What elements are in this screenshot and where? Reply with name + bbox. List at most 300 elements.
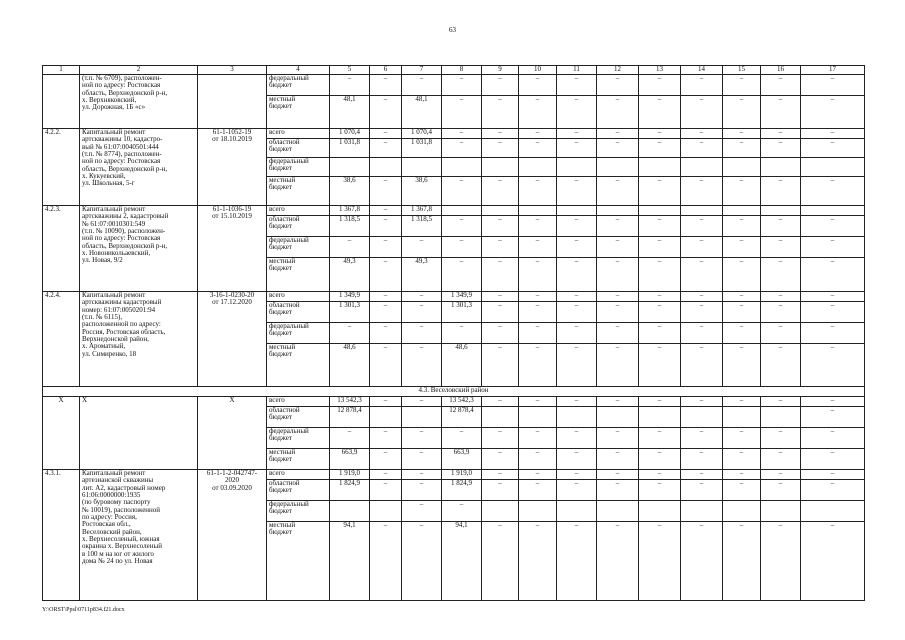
budget-type: областной бюджет <box>267 216 330 237</box>
table-cell: – <box>482 258 519 292</box>
table-cell: 1 824,9 <box>442 480 482 501</box>
table-cell: – <box>801 258 865 292</box>
table-cell: – <box>639 522 681 601</box>
table-cell: – <box>761 177 801 206</box>
table-cell: – <box>681 237 723 258</box>
table-cell: – <box>370 470 402 480</box>
table-cell: – <box>557 96 597 129</box>
item-description: Капитальный ремонт артезианской скважины лит. А2, кадастровый номер 61:06:0000000:1935 (по буровому паспорту № 10019), расположенной по адресу: Россия, Ростовская обл., Веселовский район, х. Верхнесоленый, южная окраина х. Верхнесоленый в 100 м на юг от жилого дома № 24 по ул. Новая <box>80 470 198 601</box>
table-cell <box>639 501 681 522</box>
table-cell: – <box>557 216 597 237</box>
table-cell <box>761 158 801 177</box>
table-cell: – <box>681 302 723 323</box>
section-row <box>43 387 865 397</box>
document-reference: 61-1-1036-19 от 15.10.2019 <box>198 206 267 292</box>
table-cell: 1 367,8 <box>330 206 370 216</box>
table-cell: – <box>723 449 761 470</box>
table-cell <box>557 206 597 216</box>
item-description: Капитальный ремонт артскважины кадастровый номер: 61:07:0050201:94 (т.п. № 6115), расположенной по адресу: Россия, Ростовская область, Верхнедонской район, х. Ароматный, ул. Симиренко, 18 <box>80 292 198 387</box>
table-cell: – <box>681 75 723 96</box>
column-header: 1 <box>43 66 80 75</box>
table-cell: 49,3 <box>330 258 370 292</box>
table-cell: – <box>639 470 681 480</box>
table-cell: – <box>761 344 801 387</box>
table-cell <box>801 206 865 216</box>
table-cell: – <box>801 428 865 449</box>
table-cell: – <box>801 302 865 323</box>
table-cell: – <box>723 344 761 387</box>
table-cell <box>681 206 723 216</box>
table-cell: – <box>482 129 519 139</box>
table-cell: – <box>681 470 723 480</box>
table-cell: – <box>761 302 801 323</box>
table-cell: 48,6 <box>442 344 482 387</box>
table-cell: – <box>761 75 801 96</box>
table-cell: – <box>402 237 442 258</box>
column-header: 3 <box>198 66 267 75</box>
table-row <box>43 129 865 139</box>
table-cell: – <box>370 237 402 258</box>
column-header: 15 <box>723 66 761 75</box>
table-cell <box>639 407 681 428</box>
table-cell: – <box>801 522 865 601</box>
table-cell: – <box>681 449 723 470</box>
section-title: 4.3. Веселовский район <box>43 387 865 397</box>
table-cell: – <box>557 129 597 139</box>
table-cell <box>330 158 370 177</box>
table-cell: – <box>330 75 370 96</box>
table-cell: 12 878,4 <box>330 407 370 428</box>
table-cell: 1 031,8 <box>330 139 370 158</box>
table-cell <box>761 206 801 216</box>
table-cell: – <box>639 237 681 258</box>
table-cell: – <box>681 428 723 449</box>
table-cell: – <box>482 480 519 501</box>
table-cell <box>681 158 723 177</box>
table-cell: – <box>681 139 723 158</box>
table-cell: 48,1 <box>402 96 442 129</box>
column-header: 17 <box>801 66 865 75</box>
document-reference: 61-1-1-2-042747- 2020 от 03.09.2020 <box>198 470 267 601</box>
table-cell: – <box>801 470 865 480</box>
budget-type: областной бюджет <box>267 302 330 323</box>
item-number: Х <box>43 397 80 470</box>
table-cell: – <box>370 96 402 129</box>
table-cell: – <box>681 397 723 407</box>
table-cell: – <box>761 480 801 501</box>
footer-file-path: Y:\ORST\Ppsl\0711p834.f21.docx <box>42 607 125 613</box>
header-row <box>43 66 865 75</box>
table-cell: – <box>681 323 723 344</box>
table-cell: – <box>402 292 442 302</box>
table-cell: – <box>639 75 681 96</box>
table-cell: – <box>557 302 597 323</box>
table-cell: – <box>519 75 557 96</box>
table-cell: – <box>519 302 557 323</box>
table-cell <box>519 158 557 177</box>
document-reference: 61-1-1052-19 от 18.10.2019 <box>198 129 267 206</box>
table-cell: – <box>557 139 597 158</box>
table-cell: 1 301,3 <box>442 302 482 323</box>
table-row <box>43 292 865 302</box>
table-cell: – <box>681 292 723 302</box>
table-cell: – <box>482 449 519 470</box>
table-cell <box>801 501 865 522</box>
table-cell: – <box>801 397 865 407</box>
table-cell: – <box>597 177 639 206</box>
table-cell <box>597 407 639 428</box>
table-cell: – <box>681 258 723 292</box>
table-cell: – <box>681 177 723 206</box>
column-header: 4 <box>267 66 330 75</box>
table-cell: – <box>402 428 442 449</box>
table-cell: 1 070,4 <box>330 129 370 139</box>
budget-type: федеральный бюджет <box>267 501 330 522</box>
table-cell: – <box>557 75 597 96</box>
table-cell: – <box>557 292 597 302</box>
table-cell: – <box>761 428 801 449</box>
table-cell: – <box>681 480 723 501</box>
table-cell: – <box>519 449 557 470</box>
table-cell: – <box>482 470 519 480</box>
table-cell: – <box>370 177 402 206</box>
table-cell: – <box>761 237 801 258</box>
item-number: 4.2.4. <box>43 292 80 387</box>
budget-type: местный бюджет <box>267 344 330 387</box>
table-cell: – <box>681 522 723 601</box>
table-cell: – <box>723 397 761 407</box>
table-cell: – <box>639 480 681 501</box>
table-cell: – <box>519 237 557 258</box>
table-cell: – <box>370 480 402 501</box>
table-cell: – <box>557 344 597 387</box>
table-cell <box>681 501 723 522</box>
table-cell: – <box>370 258 402 292</box>
table-cell: – <box>597 344 639 387</box>
table-cell: – <box>482 522 519 601</box>
table-cell: – <box>597 470 639 480</box>
table-cell: – <box>402 480 442 501</box>
table-cell: – <box>597 139 639 158</box>
table-cell: – <box>557 428 597 449</box>
table-cell: 1 318,5 <box>402 216 442 237</box>
table-cell: – <box>681 96 723 129</box>
table-cell: 94,1 <box>442 522 482 601</box>
table-cell: – <box>639 449 681 470</box>
column-header: 2 <box>80 66 198 75</box>
table-cell <box>597 206 639 216</box>
table-cell: – <box>442 501 482 522</box>
budget-type: всего <box>267 470 330 480</box>
table-cell: – <box>557 237 597 258</box>
table-cell <box>639 206 681 216</box>
table-cell: 1 318,5 <box>330 216 370 237</box>
table-cell: – <box>723 470 761 480</box>
column-header: 6 <box>370 66 402 75</box>
table-cell: 48,6 <box>330 344 370 387</box>
table-cell: – <box>519 258 557 292</box>
table-cell: 1 824,9 <box>330 480 370 501</box>
table-cell: – <box>801 177 865 206</box>
table-cell: – <box>557 177 597 206</box>
table-cell: – <box>482 302 519 323</box>
table-cell: – <box>639 139 681 158</box>
column-header: 16 <box>761 66 801 75</box>
item-description: (т.п. № 6709), расположен- ной по адресу: Ростовская область, Верхнедонской р-н, х. Верхняковский, ул. Дорожная, 1Б «с» <box>80 75 198 129</box>
table-cell: – <box>639 428 681 449</box>
table-cell: – <box>370 397 402 407</box>
table-cell <box>557 501 597 522</box>
item-number: 4.2.3. <box>43 206 80 292</box>
table-cell: – <box>402 522 442 601</box>
table-cell <box>801 158 865 177</box>
table-row <box>43 75 865 96</box>
table-cell: 1 070,4 <box>402 129 442 139</box>
table-cell: – <box>681 216 723 237</box>
table-cell: – <box>442 323 482 344</box>
table-cell: – <box>482 292 519 302</box>
table-cell: – <box>482 139 519 158</box>
table-cell: – <box>681 344 723 387</box>
table-cell: – <box>482 177 519 206</box>
table-cell: – <box>442 75 482 96</box>
table-cell: – <box>723 522 761 601</box>
table-cell: – <box>370 206 402 216</box>
budget-type: федеральный бюджет <box>267 428 330 449</box>
table-cell <box>723 158 761 177</box>
table-cell: – <box>597 449 639 470</box>
table-cell: 663,9 <box>442 449 482 470</box>
table-cell: – <box>761 323 801 344</box>
budget-type: областной бюджет <box>267 139 330 158</box>
table-cell: – <box>801 216 865 237</box>
table-cell <box>482 501 519 522</box>
table-cell: – <box>597 292 639 302</box>
table-cell: 49,3 <box>402 258 442 292</box>
table-cell: – <box>597 302 639 323</box>
table-cell: – <box>370 323 402 344</box>
table-cell: – <box>761 258 801 292</box>
table-cell: – <box>801 449 865 470</box>
table-cell: 1 031,8 <box>402 139 442 158</box>
table-cell <box>198 75 267 129</box>
table-cell: – <box>557 397 597 407</box>
table-cell <box>597 158 639 177</box>
table-cell: – <box>723 216 761 237</box>
table-cell: 1 349,9 <box>442 292 482 302</box>
table-row <box>43 397 865 407</box>
budget-type: федеральный бюджет <box>267 158 330 177</box>
table-row <box>43 470 865 480</box>
table-cell: – <box>723 129 761 139</box>
budget-type: местный бюджет <box>267 96 330 129</box>
table-cell <box>723 407 761 428</box>
column-header: 12 <box>597 66 639 75</box>
budget-type: всего <box>267 129 330 139</box>
table-cell: – <box>330 237 370 258</box>
table-cell: – <box>639 258 681 292</box>
table-cell: – <box>370 302 402 323</box>
table-cell: – <box>519 480 557 501</box>
table-cell: 38,6 <box>330 177 370 206</box>
table-cell: – <box>442 216 482 237</box>
table-cell: – <box>370 139 402 158</box>
table-cell: – <box>723 96 761 129</box>
table-cell: – <box>681 129 723 139</box>
table-cell: 1 349,9 <box>330 292 370 302</box>
table-cell: – <box>639 129 681 139</box>
table-cell: – <box>597 397 639 407</box>
table-cell: – <box>442 96 482 129</box>
table-cell: – <box>402 470 442 480</box>
table-cell: – <box>761 139 801 158</box>
table-cell <box>482 206 519 216</box>
table-cell <box>761 501 801 522</box>
table-cell: – <box>761 522 801 601</box>
table-cell: – <box>482 397 519 407</box>
table-cell: – <box>639 292 681 302</box>
table-cell: – <box>370 344 402 387</box>
item-description: Х <box>80 397 198 470</box>
table-cell: – <box>801 323 865 344</box>
table-cell: – <box>519 428 557 449</box>
table-cell <box>482 158 519 177</box>
table-cell: – <box>761 470 801 480</box>
table-cell: – <box>723 480 761 501</box>
table-cell: – <box>402 75 442 96</box>
table-cell: – <box>519 177 557 206</box>
table-cell: – <box>557 449 597 470</box>
table-cell: – <box>442 177 482 206</box>
table-cell: – <box>801 480 865 501</box>
table-cell: – <box>330 428 370 449</box>
table-cell: – <box>723 323 761 344</box>
table-cell <box>639 158 681 177</box>
column-header: 10 <box>519 66 557 75</box>
column-header: 8 <box>442 66 482 75</box>
table-cell: – <box>597 129 639 139</box>
table-cell: – <box>557 470 597 480</box>
table-cell: – <box>597 237 639 258</box>
table-cell: – <box>801 75 865 96</box>
table-cell: 1 367,8 <box>402 206 442 216</box>
table-cell: – <box>597 522 639 601</box>
table-cell: – <box>482 216 519 237</box>
table-cell: – <box>801 139 865 158</box>
table-cell <box>330 501 370 522</box>
table-cell <box>761 407 801 428</box>
table-cell: 1 919,0 <box>442 470 482 480</box>
budget-type: всего <box>267 292 330 302</box>
budget-type: федеральный бюджет <box>267 75 330 96</box>
table-cell: 1 301,3 <box>330 302 370 323</box>
table-cell: – <box>370 75 402 96</box>
table-cell: – <box>402 344 442 387</box>
table-cell: 663,9 <box>330 449 370 470</box>
table-cell: – <box>519 522 557 601</box>
table-cell: – <box>402 323 442 344</box>
table-cell <box>43 75 80 129</box>
table-cell: – <box>519 216 557 237</box>
column-header: 7 <box>402 66 442 75</box>
item-number: 4.3.1. <box>43 470 80 601</box>
table-cell: – <box>402 397 442 407</box>
table-cell: – <box>597 258 639 292</box>
table-cell: – <box>761 216 801 237</box>
table-cell <box>681 407 723 428</box>
table-cell: – <box>761 397 801 407</box>
table-cell <box>442 158 482 177</box>
table-cell: – <box>761 449 801 470</box>
table-cell: – <box>330 323 370 344</box>
table-cell: – <box>761 292 801 302</box>
item-description: Капитальный ремонт артскважины 2, кадастровый № 61:07:0010301:549 (т.п. № 10090), расположен- ной по адресу: Ростовская область, Верхнедонской р-н, х. Новоникольаевский, ул. Новая, 9/2 <box>80 206 198 292</box>
table-cell: – <box>801 96 865 129</box>
table-cell: – <box>402 302 442 323</box>
table-cell <box>557 158 597 177</box>
document-reference: 3-16-1-0230-20 от 17.12.2020 <box>198 292 267 387</box>
budget-type: федеральный бюджет <box>267 237 330 258</box>
table-cell: – <box>801 292 865 302</box>
document-reference: Х <box>198 397 267 470</box>
table-cell: – <box>442 428 482 449</box>
table-cell: – <box>519 129 557 139</box>
budget-type: местный бюджет <box>267 449 330 470</box>
table-cell: – <box>442 237 482 258</box>
table-cell: – <box>723 237 761 258</box>
table-cell: – <box>519 344 557 387</box>
table-cell: – <box>723 75 761 96</box>
column-header: 9 <box>482 66 519 75</box>
table-cell: – <box>639 344 681 387</box>
column-header: 14 <box>681 66 723 75</box>
table-cell <box>557 407 597 428</box>
table-cell: – <box>801 344 865 387</box>
column-header: 11 <box>557 66 597 75</box>
table-cell: – <box>482 96 519 129</box>
table-cell: – <box>597 75 639 96</box>
table-cell: – <box>639 177 681 206</box>
table-cell: – <box>482 428 519 449</box>
table-cell: – <box>639 323 681 344</box>
table-cell: – <box>723 428 761 449</box>
table-cell: – <box>639 302 681 323</box>
table-cell: – <box>557 323 597 344</box>
budget-type: местный бюджет <box>267 522 330 601</box>
table-cell <box>442 206 482 216</box>
table-cell: – <box>442 258 482 292</box>
table-cell: – <box>557 258 597 292</box>
table-cell: – <box>442 129 482 139</box>
table-cell: – <box>519 397 557 407</box>
column-header: 13 <box>639 66 681 75</box>
budget-table <box>42 65 865 601</box>
table-cell: – <box>519 323 557 344</box>
table-cell: – <box>482 75 519 96</box>
table-cell: 13 542,3 <box>442 397 482 407</box>
table-cell: – <box>519 139 557 158</box>
budget-type: областной бюджет <box>267 407 330 428</box>
table-cell: – <box>801 407 865 428</box>
table-cell <box>370 501 402 522</box>
table-cell: – <box>519 470 557 480</box>
budget-type: всего <box>267 206 330 216</box>
table-cell: – <box>370 522 402 601</box>
table-cell <box>402 158 442 177</box>
table-cell: – <box>442 139 482 158</box>
table-cell: – <box>723 177 761 206</box>
budget-type: местный бюджет <box>267 177 330 206</box>
